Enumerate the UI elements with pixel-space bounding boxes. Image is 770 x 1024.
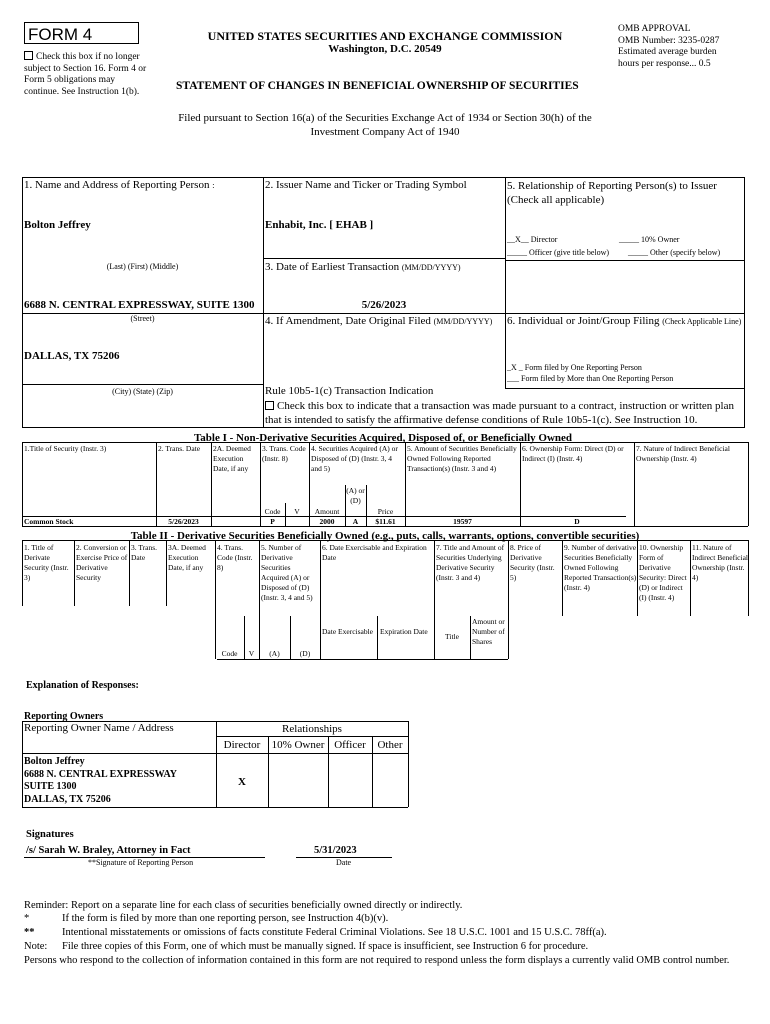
t2-col4: 4. Trans. Code (Instr. 8): [217, 543, 253, 572]
no-longer-subject-checkbox-row[interactable]: [24, 51, 152, 98]
s6-label: [507, 315, 742, 328]
s6-bottom: [505, 388, 744, 389]
t2-col3a: 3A. Deemed Execution Date, if any: [168, 543, 206, 572]
t2-col9: 9. Number of derivative Securities Beneficially Owned Following Reported Transaction(s) (Instr. 4): [564, 543, 637, 592]
t1-col1: 1.Title of Security (Instr. 3): [24, 444, 107, 453]
no-longer-subject-checkbox[interactable]: [24, 51, 33, 60]
t1-sub-v: V: [294, 507, 300, 516]
t1-amount: 2000: [319, 517, 335, 526]
checkbox-text: Check this box if no longer subject to Section 16. Form 4 or Form 5 obligations may continue. See Instruction 1(b).: [24, 52, 147, 97]
rule-text: Check this box to indicate that a transaction was made pursuant to a contract, instruction or written plan that is intended to satisfy the affirmative defense conditions of Rule 10b5-1(c). See Instruction 10.: [265, 400, 734, 426]
t2-bottom: [217, 659, 508, 660]
filed-pursuant-line1: Filed pursuant to Section 16(a) of the Securities Exchange Act of 1934 or Section 30(h) of the: [178, 112, 592, 124]
city-caption: (City) (State) (Zip): [112, 387, 173, 396]
ro-line-hdr: [22, 753, 408, 754]
footer-dstar-mark: **: [24, 927, 35, 938]
t1-sub-aord: (A) or (D): [346, 486, 365, 505]
t1-col3: 3. Trans. Code (Instr. 8): [262, 444, 306, 463]
s5-label: [507, 179, 717, 207]
signer-caption: **Signature of Reporting Person: [88, 858, 194, 867]
t2-col2: 2. Conversion or Exercise Price of Derivative Security: [76, 543, 128, 582]
rel-officer[interactable]: _____ Officer (give title below): [507, 248, 610, 257]
t1-col5: 5. Amount of Securities Beneficially Owned Following Reported Transaction(s) (Instr. 3 and 4): [407, 444, 517, 473]
date-caption: Date: [336, 858, 352, 867]
rule-checkbox-row[interactable]: [265, 399, 743, 427]
t2-sub-v: V: [248, 649, 255, 658]
footer-note-text: File three copies of this Form, one of which must be manually signed. If space is insufficient, see Instruction 6 for procedure.: [62, 941, 589, 952]
table1-title: Table I - Non-Derivative Securities Acquired, Disposed of, or Beneficially Owned: [193, 432, 573, 444]
t1-form: D: [574, 517, 580, 526]
omb-number: OMB Number: 3235-0287: [618, 35, 720, 46]
divider-2: [505, 177, 506, 388]
t2-v5: [259, 540, 260, 659]
t2-v1: [74, 540, 75, 606]
t2-col1: 1. Title of Derivate Security (Instr. 3): [24, 543, 69, 582]
t1-aord: A: [352, 517, 359, 526]
t2-col5: 5. Number of Derivative Securities Acquired (A) or Disposed of (D) (Instr. 3, 4 and 5): [261, 543, 313, 602]
footer-star-text: If the form is filed by more than one reporting person, see Instruction 4(b)(v).: [62, 913, 389, 924]
t1-v8: [748, 442, 749, 526]
ro-line-rel: [216, 736, 408, 737]
t2-v-exp: [377, 616, 378, 659]
t2-col6: 6. Date Exercisable and Expiration Date: [322, 543, 427, 562]
top-boxes-bottom: [22, 427, 744, 428]
t2-sub-code: Code: [221, 649, 238, 658]
t2-v9: [562, 540, 563, 616]
omb-approval: [618, 24, 719, 70]
t1-sub-price: Price: [377, 507, 394, 516]
omb-burden: Estimated average burden: [618, 47, 717, 57]
t2-v0: [22, 540, 23, 606]
t2-col8: 8. Price of Derivative Security (Instr. 5): [510, 543, 555, 582]
rel-director[interactable]: __X__ Director: [507, 235, 558, 244]
t2-col11: 11. Nature of Indirect Beneficial Ownership (Instr. 4): [692, 543, 749, 582]
owner-name-line1: Bolton Jeffrey: [24, 756, 85, 767]
t2-sub-a: (A): [269, 649, 280, 658]
owner-director-mark: X: [238, 776, 246, 788]
footer-reminder: Reminder: Report on a separate line for each class of securities beneficially owned directly or indirectly.: [24, 900, 463, 911]
t1-v7: [634, 442, 635, 526]
t1-owned: 19597: [453, 517, 472, 526]
commission-location: Washington, D.C. 20549: [328, 43, 442, 55]
t1-col2a: 2A. Deemed Execution Date, if any: [213, 444, 251, 473]
filing-one-person[interactable]: _X _ Form filed by One Reporting Person: [507, 363, 642, 372]
statement-title: STATEMENT OF CHANGES IN BENEFICIAL OWNERSHIP OF SECURITIES: [176, 80, 579, 92]
table2-title: Table II - Derivative Securities Beneficially Owned (e.g., puts, calls, warrants, options, convertible securities): [130, 530, 640, 542]
reporter-city: DALLAS, TX 75206: [24, 350, 120, 362]
owners-col-officer: Officer: [334, 739, 366, 751]
s5-label-text: 5. Relationship of Reporting Person(s) to Issuer: [507, 180, 717, 192]
t1-code: P: [270, 517, 275, 526]
footer-dstar-text: Intentional misstatements or omissions of facts constitute Federal Criminal Violations. See 18 U.S.C. 1001 and 15 U.S.C. 78ff(a).: [62, 927, 607, 938]
ro-v5: [408, 721, 409, 807]
t1-price: $11.61: [375, 517, 396, 526]
filing-more-persons[interactable]: ___ Form filed by More than One Reporting Person: [507, 374, 674, 383]
signatures-title: Signatures: [26, 829, 74, 840]
t1-v6: [520, 442, 521, 526]
owner-name-line3: SUITE 1300: [24, 781, 77, 792]
t2-v6: [320, 540, 321, 659]
footer-persons: Persons who respond to the collection of information contained in this form are not required to respond unless the form displays a currently valid OMB control number.: [24, 955, 730, 966]
t2-v7: [434, 540, 435, 659]
omb-title: OMB APPROVAL: [618, 24, 691, 34]
s3-label-fmt: (MM/DD/YYYY): [401, 263, 461, 272]
t2-v2: [129, 540, 130, 606]
t2-top: [22, 540, 748, 541]
t2-sub-exercisable: Date Exercisable: [322, 627, 374, 636]
s6-label-small: (Check Applicable Line): [662, 317, 742, 326]
rule-checkbox[interactable]: [265, 401, 274, 410]
owners-col-director: Director: [223, 739, 261, 751]
t2-v11: [690, 540, 691, 616]
t1-security: Common Stock: [24, 517, 74, 526]
t2-sub-d: (D): [299, 649, 311, 658]
filed-pursuant: [100, 111, 670, 139]
t1-col4: 4. Securities Acquired (A) or Disposed of (D) (Instr. 3, 4 and 5): [311, 444, 398, 473]
s5-bottom: [505, 260, 744, 261]
t1-v1: [156, 442, 157, 526]
t1-col7: 7. Nature of Indirect Beneficial Ownership (Instr. 4): [636, 444, 730, 463]
owners-title: Reporting Owners: [24, 711, 104, 722]
t2-col3: 3. Trans. Date: [131, 543, 158, 562]
s5-label-text2: (Check all applicable): [507, 194, 605, 206]
commission-title: UNITED STATES SECURITIES AND EXCHANGE COMMISSION: [207, 29, 563, 43]
t1-date: 5/26/2023: [168, 517, 199, 526]
owners-col-other: Other: [377, 739, 403, 751]
form-title: FORM 4: [28, 25, 93, 44]
t1-sub-code: Code: [264, 507, 281, 516]
explanation-title: Explanation of Responses:: [26, 680, 139, 691]
t2-v3: [166, 540, 167, 606]
t2-col7: 7. Title and Amount of Securities Underlying Derivative Security (Instr. 3 and 4): [436, 543, 505, 582]
footer-note-mark: Note:: [24, 941, 48, 952]
rel-other[interactable]: _____ Other (specify below): [628, 248, 721, 257]
street-caption: (Street): [130, 314, 155, 323]
rule-title: Rule 10b5-1(c) Transaction Indication: [265, 385, 434, 397]
t1-col2: 2. Trans. Date: [158, 444, 201, 453]
s4-label-fmt: (MM/DD/YYYY): [433, 317, 493, 326]
owners-col-name: Reporting Owner Name / Address: [24, 722, 174, 734]
owner-name-line2: 6688 N. CENTRAL EXPRESSWAY: [24, 768, 177, 780]
s1-label: 1. Name and Address of Reporting Person :: [24, 179, 215, 191]
t2-sub-title: Title: [445, 632, 459, 641]
t2-col10: 10. Ownership Form of Derivative Security: Direct (D) or Indirect (I) (Instr. 4): [639, 543, 687, 602]
s4-label-text: 4. If Amendment, Date Original Filed: [265, 315, 431, 327]
omb-hours: hours per response... 0.5: [618, 58, 711, 69]
t2-sub-expiration: Expiration Date: [380, 627, 428, 636]
s1-bottom: [22, 384, 263, 385]
t2-v4: [215, 540, 216, 659]
owner-name-line4: DALLAS, TX 75206: [24, 793, 111, 805]
t2-v10: [637, 540, 638, 616]
s1-label-text: 1. Name and Address of Reporting Person: [24, 179, 210, 191]
t1-v5: [405, 442, 406, 526]
footer-star-mark: *: [24, 913, 30, 924]
t1-v0: [22, 442, 23, 526]
s3-label: [265, 261, 461, 273]
name-caption: (Last) (First) (Middle): [106, 262, 179, 271]
t1-sub-amount: Amount: [314, 507, 340, 516]
s4-label: [265, 315, 492, 327]
s6-label-text: 6. Individual or Joint/Group Filing: [507, 315, 660, 327]
ro-v0: [22, 721, 23, 807]
earliest-date: 5/26/2023: [361, 299, 407, 311]
t1-col6: 6. Ownership Form: Direct (D) or Indirect (I) (Instr. 4): [522, 444, 624, 463]
t2-v8: [508, 540, 509, 659]
rel-ten-pct[interactable]: _____ 10% Owner: [619, 235, 680, 244]
owners-col-ten-pct: 10% Owner: [271, 739, 325, 751]
reporter-street: 6688 N. CENTRAL EXPRESSWAY, SUITE 1300: [24, 299, 255, 311]
ro-line-bottom: [22, 807, 408, 808]
s2-label: 2. Issuer Name and Ticker or Trading Symbol: [265, 179, 467, 191]
filed-pursuant-line2: Investment Company Act of 1940: [310, 126, 460, 138]
signature-date: 5/31/2023: [314, 845, 357, 856]
t1-bottom: [22, 526, 748, 527]
signer: /s/ Sarah W. Braley, Attorney in Fact: [26, 845, 191, 856]
t2-v12: [748, 540, 749, 616]
issuer-name: Enhabit, Inc. [ EHAB ]: [265, 219, 374, 231]
s2-bottom: [263, 258, 505, 259]
owners-relationships: Relationships: [282, 723, 342, 735]
top-border: [22, 177, 744, 178]
t2-v-title: [470, 616, 471, 659]
t1-top: [22, 442, 748, 443]
form-title-box: [24, 22, 139, 44]
right-border: [744, 177, 745, 428]
owner-address: [24, 756, 177, 806]
t2-sub-amount: Amount or Number of Shares: [472, 617, 505, 646]
reporter-name: Bolton Jeffrey: [24, 219, 91, 231]
s3-label-text: 3. Date of Earliest Transaction: [265, 261, 400, 273]
t1-v2: [211, 442, 212, 526]
